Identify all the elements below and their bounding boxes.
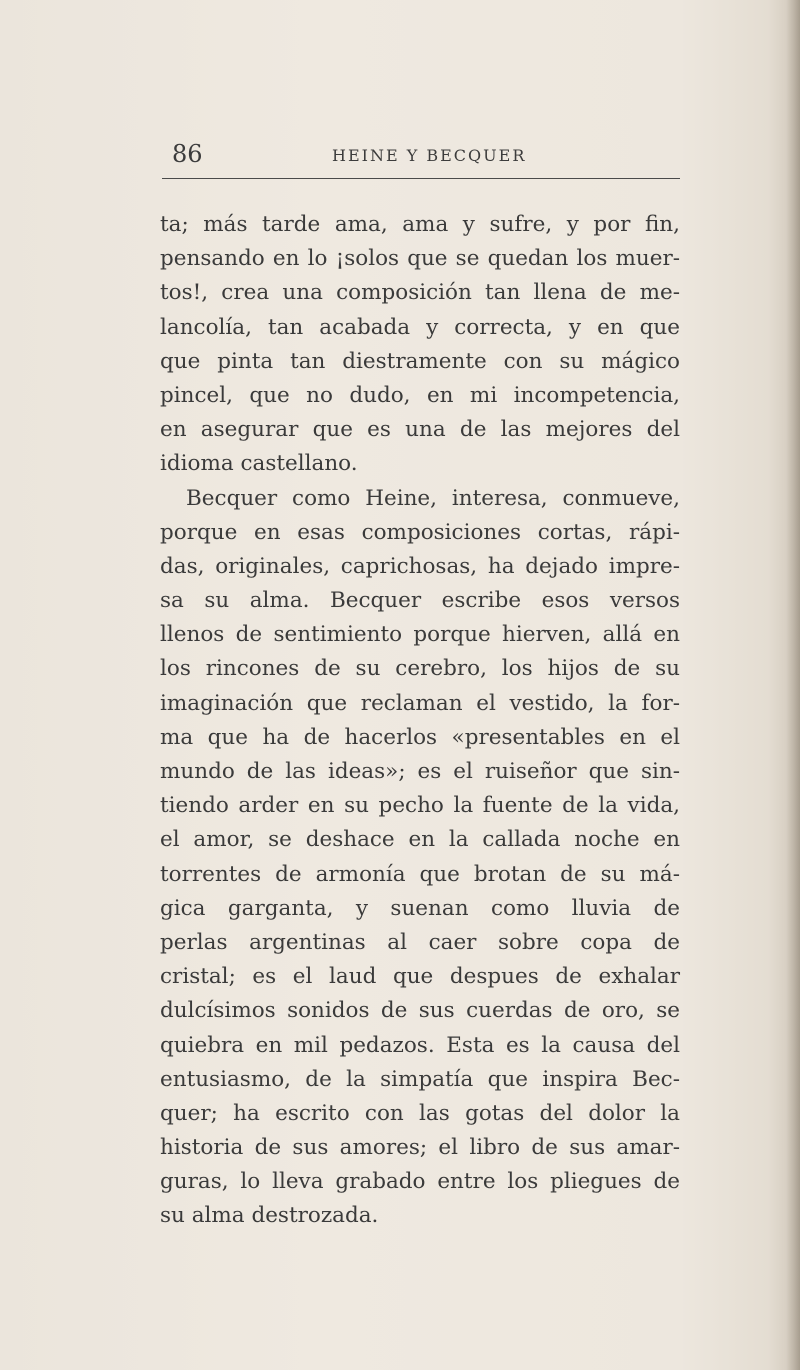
text-line: guras, lo lleva grabado entre los pliegues de	[160, 1169, 680, 1195]
text-line: pincel, que no dudo, en mi incompetencia,	[160, 382, 680, 408]
text-line: dulcísimos sonidos de sus cuerdas de oro, se	[160, 998, 680, 1024]
text-line: quer; ha escrito con las gotas del dolor la	[160, 1100, 680, 1126]
text-line: perlas argentinas al caer sobre copa de	[160, 929, 680, 955]
body-text	[160, 208, 680, 1234]
text-line: llenos de sentimiento porque hierven, allá en	[160, 622, 680, 648]
running-title: HEINE Y BECQUER	[332, 146, 527, 165]
text-line: entusiasmo, de la simpatía que inspira Bec-	[160, 1066, 680, 1092]
text-line: tiendo arder en su pecho la fuente de la vida,	[160, 793, 680, 819]
text-line: los rincones de su cerebro, los hijos de su	[160, 656, 680, 682]
paragraph-end-line: su alma destrozada.	[160, 1203, 379, 1229]
page-number: 86	[172, 140, 203, 168]
text-line: lancolía, tan acabada y correcta, y en que	[160, 314, 680, 340]
text-line: que pinta tan diestramente con su mágico	[160, 348, 680, 374]
page-edge-shadow	[786, 0, 800, 1370]
text-line: quiebra en mil pedazos. Esta es la causa del	[160, 1032, 680, 1058]
paragraph-start-line: Becquer como Heine, interesa, conmueve,	[186, 485, 680, 511]
text-line: torrentes de armonía que brotan de su má-	[160, 861, 680, 887]
text-line: cristal; es el laud que despues de exhalar	[160, 964, 680, 990]
text-line: pensando en lo ¡solos que se quedan los muer-	[160, 246, 680, 272]
text-line: el amor, se deshace en la callada noche en	[160, 827, 680, 853]
text-line: porque en esas composiciones cortas, rápi-	[160, 519, 680, 545]
text-line: ta; más tarde ama, ama y sufre, y por fin,	[160, 212, 680, 237]
text-line: das, originales, caprichosas, ha dejado impre-	[160, 553, 680, 579]
text-line: ma que ha de hacerlos «presentables en el	[160, 724, 680, 750]
text-line: tos!, crea una composición tan llena de me-	[160, 280, 680, 306]
header-rule	[162, 178, 680, 179]
text-line: en asegurar que es una de las mejores del	[160, 417, 680, 443]
paragraph-end-line: idioma castellano.	[160, 451, 358, 477]
text-line: imaginación que reclaman el vestido, la for-	[160, 690, 680, 716]
text-line: historia de sus amores; el libro de sus amar-	[160, 1135, 680, 1161]
text-line: sa su alma. Becquer escribe esos versos	[160, 588, 680, 614]
running-head	[160, 136, 680, 176]
text-line: gica garganta, y suenan como lluvia de	[160, 895, 680, 921]
text-line: mundo de las ideas»; es el ruiseñor que sin-	[160, 759, 680, 784]
